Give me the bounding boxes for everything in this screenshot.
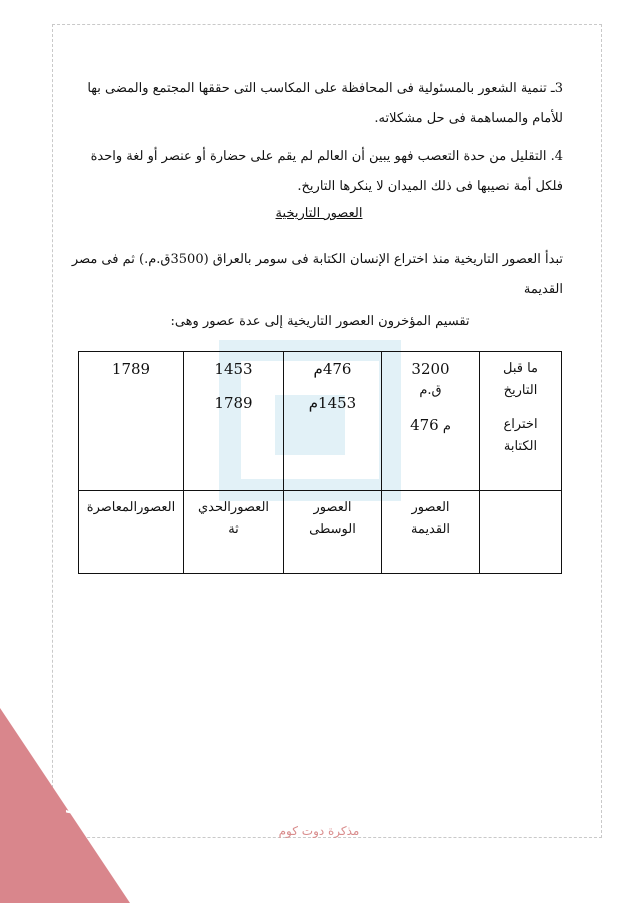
footer-brand: مذكرة دوت كوم	[278, 824, 360, 838]
cell-ancient-dates: 3200 ق.م م 476	[382, 352, 480, 491]
cell-contemporary-dates: 1789	[79, 352, 184, 491]
cell-ancient-label: العصور القديمة	[382, 491, 480, 574]
cell-contemporary-label: العصورالمعاصرة	[79, 491, 184, 574]
table-row-labels	[79, 491, 562, 574]
paragraph-3: 3ـ تنمية الشعور بالمسئولية فى المحافظة على المكاسب التى حققها المجتمع والمضى بها للأمام والمساهمة فى حل مشكلاته.	[87, 81, 563, 126]
cell-modern-dates: 1453 1789	[184, 352, 284, 491]
eras-table	[78, 351, 562, 574]
cell-medieval-dates: 476م 1453م	[284, 352, 382, 491]
cell-medieval-label: العصور الوسطى	[284, 491, 382, 574]
table-row-dates	[79, 352, 562, 491]
cell-modern-label: العصورالحدي ثة	[184, 491, 284, 574]
paragraph-4: 4. التقليل من حدة التعصب فهو يبين أن العالم لم يقم على حضارة أو عنصر أو لغة واحدة فلكل أمة نصيبها فى ذلك الميدان لا ينكرها التاريخ.	[90, 149, 563, 194]
table-intro: تقسيم المؤخرون العصور التاريخية إلى عدة عصور وهى:	[170, 314, 470, 329]
cell-prehistory: ما قبل التاريخ اختراع الكتابة	[480, 352, 562, 491]
section-heading: العصور التاريخية	[275, 206, 363, 221]
paragraph-history-start: تبدأ العصور التاريخية منذ اختراع الإنسان الكتابة فى سومر بالعراق (3500ق.م.) ثم فى مصر القديمة	[71, 252, 563, 297]
page-number: 3	[64, 790, 81, 820]
cell-empty	[480, 491, 562, 574]
